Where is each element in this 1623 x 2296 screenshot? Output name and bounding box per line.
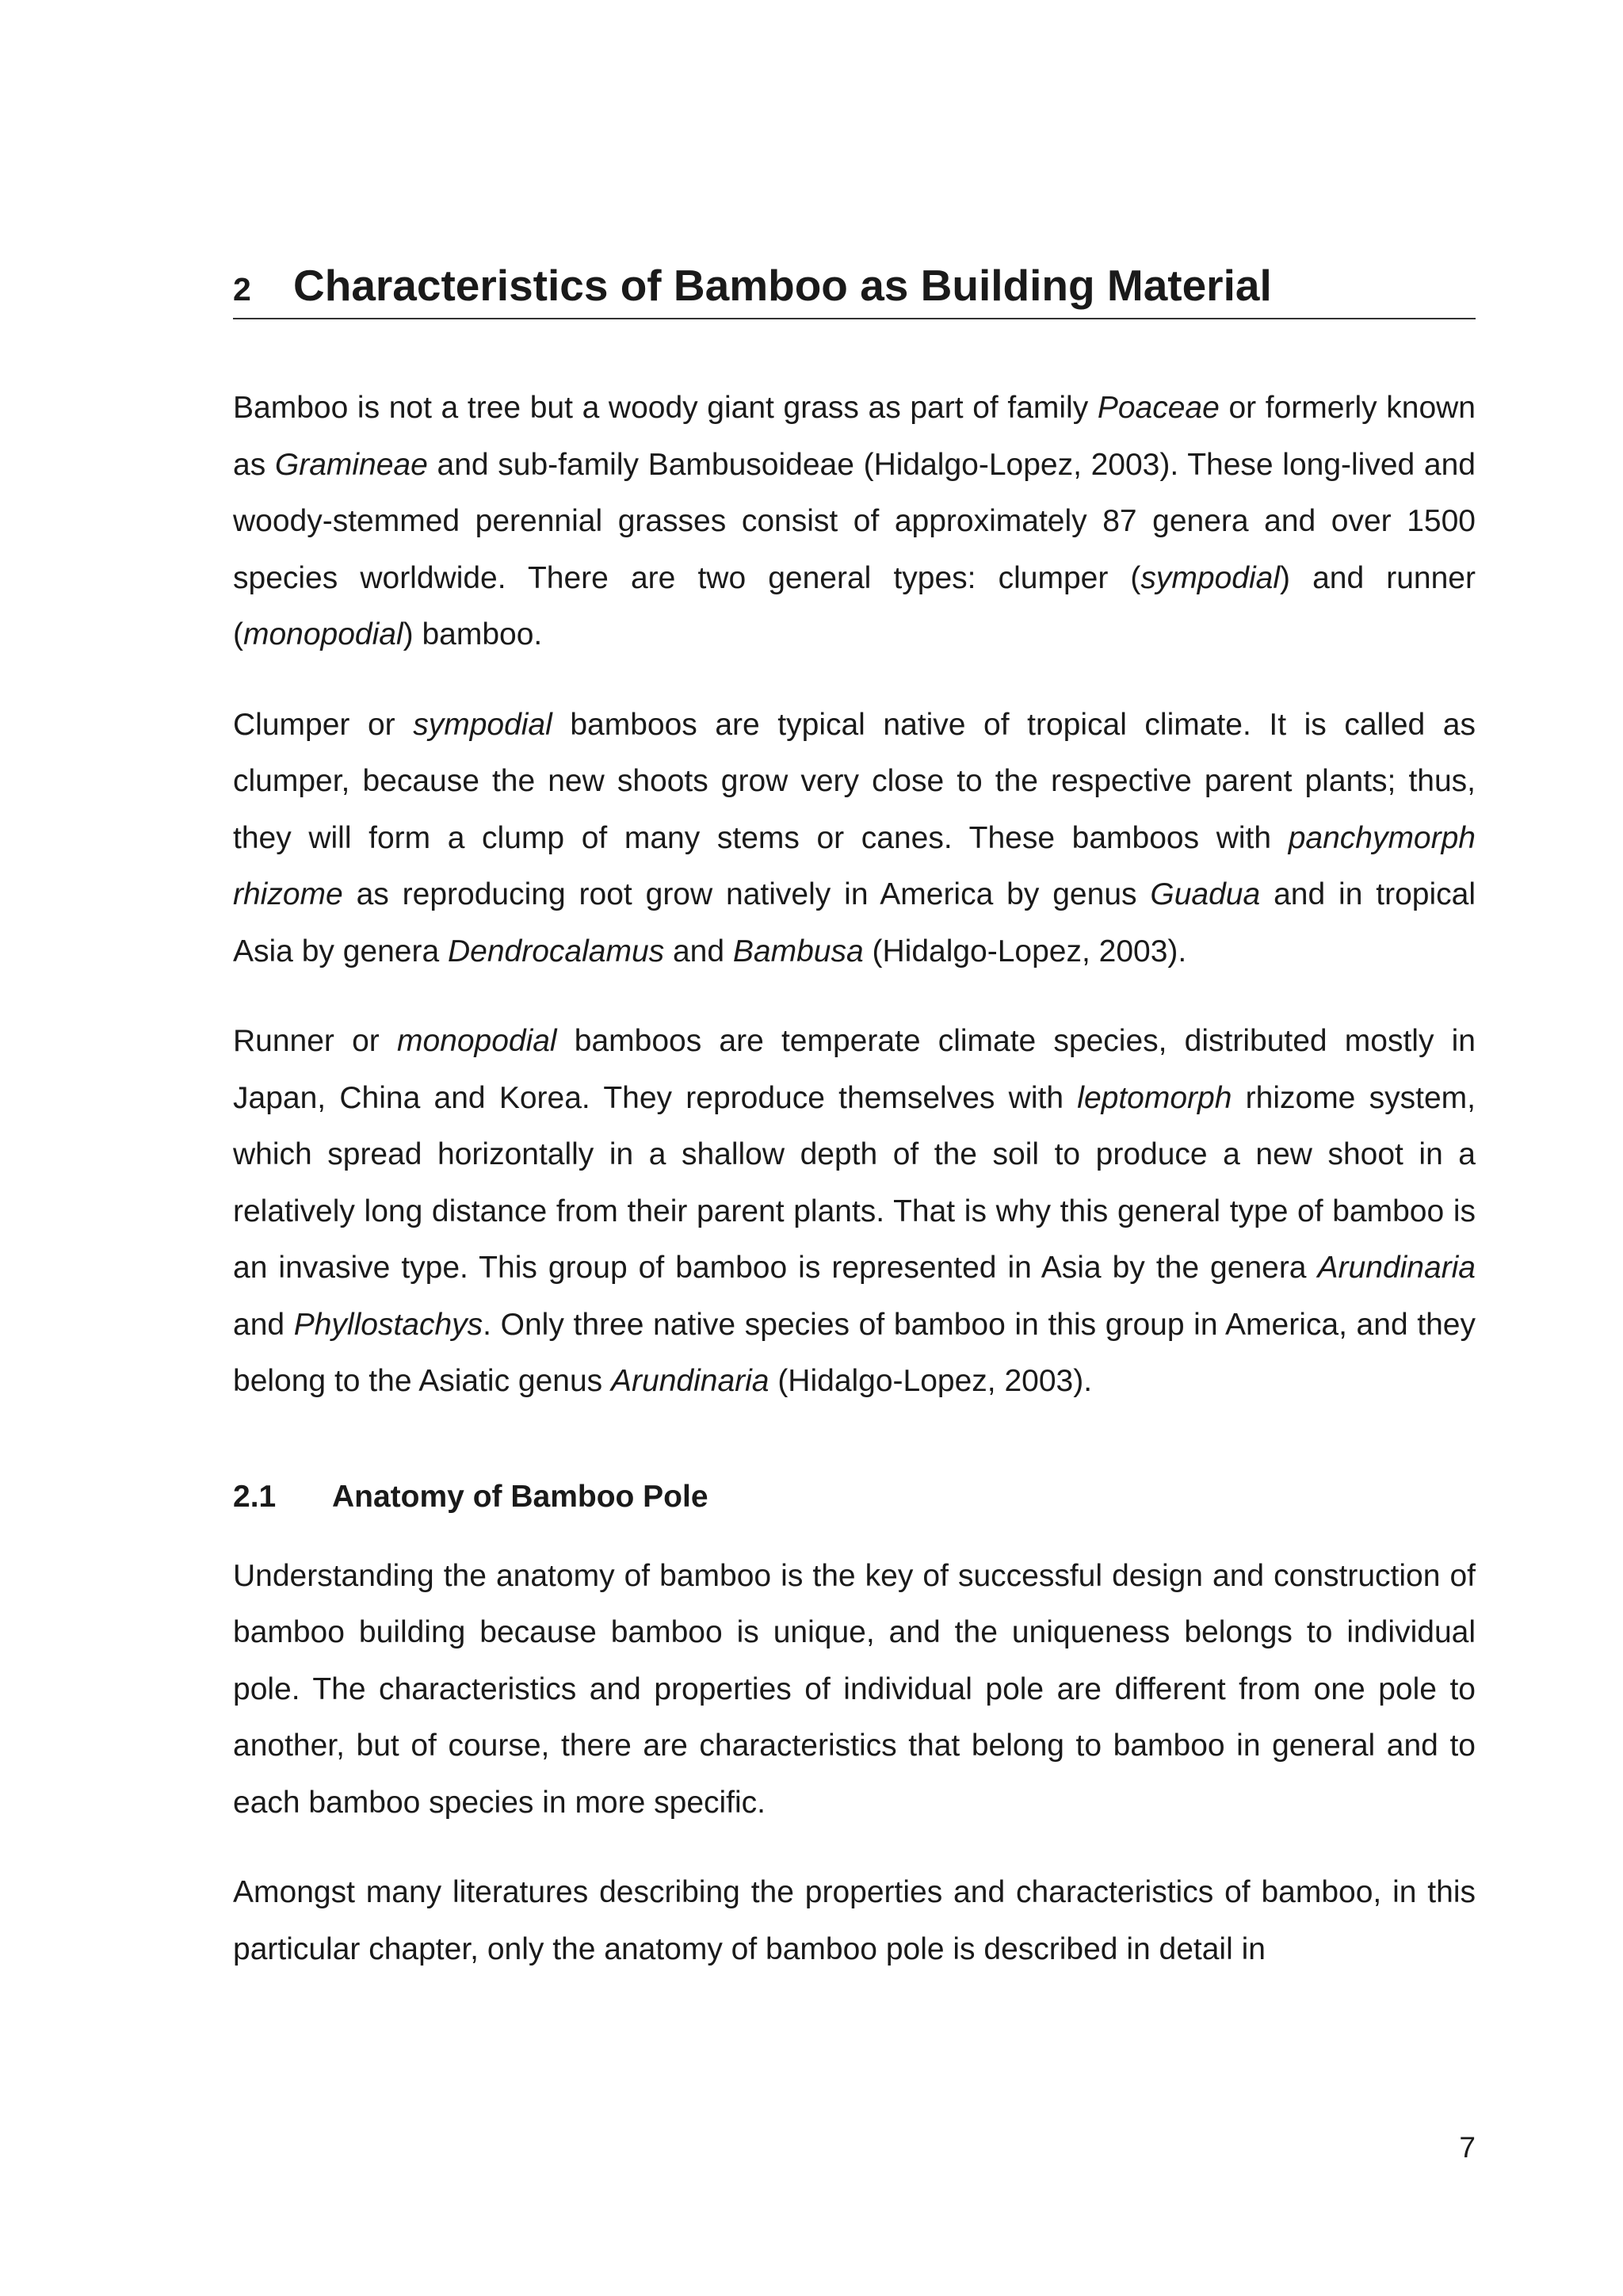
- text-run: and: [664, 934, 733, 968]
- text-run: or formerly known as: [233, 391, 1476, 482]
- text-run: and in tropical Asia by genera: [233, 877, 1476, 968]
- italic-term: sympodial: [413, 707, 552, 742]
- chapter-number: 2: [233, 271, 251, 308]
- italic-term: Arundinaria: [611, 1364, 769, 1398]
- section-number: 2.1: [233, 1479, 277, 1514]
- italic-term: Gramineae: [274, 447, 428, 482]
- text-run: Amongst many literatures describing the properties and characteristics of bamboo, in this particular chapter, only the anatomy of bamboo pole is described in detail in: [233, 1875, 1476, 1966]
- text-run: bamboos are temperate climate species, distributed mostly in Japan, China and Korea. They reproduce themselves with: [233, 1024, 1476, 1115]
- text-run: ) bamboo.: [403, 617, 543, 651]
- text-run: Runner or: [233, 1024, 397, 1058]
- italic-term: Guadua: [1150, 877, 1261, 911]
- text-run: Understanding the anatomy of bamboo is the key of successful design and construction of bamboo building because bamboo is unique, and the uniqueness belongs to individual pole. The characteristics and properties of individual pole are different from one pole to another, but of course, there are characteristics that belong to bamboo in general and to each bamboo species in more specific.: [233, 1558, 1476, 1820]
- text-run: Clumper or: [233, 707, 414, 742]
- italic-term: Phyllostachys: [293, 1307, 483, 1342]
- italic-term: panchymorph rhizome: [233, 820, 1476, 911]
- text-run: and sub-family Bambusoideae (Hidalgo-Lopez, 2003). These long-lived and woody-stemmed perennial grasses consist of approximately 87 genera and over 1500 species worldwide. There are two general types: clumper (: [233, 447, 1476, 595]
- text-run: . Only three native species of bamboo in this group in America, and they belong to the Asiatic genus: [233, 1307, 1476, 1398]
- italic-term: Arundinaria: [1317, 1251, 1476, 1285]
- section-title: Anatomy of Bamboo Pole: [332, 1479, 708, 1514]
- body-paragraph: [233, 1548, 1476, 1832]
- italic-term: leptomorph: [1077, 1080, 1232, 1115]
- section-heading: [233, 1473, 1476, 1521]
- body-paragraph: [233, 380, 1476, 663]
- italic-term: monopodial: [396, 1024, 557, 1058]
- text-run: Bamboo is not a tree but a woody giant grass as part of family: [233, 391, 1098, 425]
- text-run: as reproducing root grow natively in America by genus: [342, 877, 1151, 911]
- chapter-title: Characteristics of Bamboo as Building Material: [293, 261, 1272, 310]
- body-paragraph: [233, 1864, 1476, 1977]
- text-run: ) and runner (: [233, 560, 1476, 651]
- italic-term: Poaceae: [1097, 391, 1220, 425]
- section-paragraphs: [233, 1548, 1476, 1978]
- text-run: rhizome system, which spread horizontally in a shallow depth of the soil to produce a new shoot in a relatively long distance from their parent plants. That is why this general type of bamboo is an invasive type. This group of bamboo is represented in Asia by the genera: [233, 1080, 1476, 1285]
- body-paragraph: [233, 1013, 1476, 1410]
- body-paragraph: [233, 697, 1476, 980]
- text-run: (Hidalgo-Lopez, 2003).: [769, 1364, 1093, 1398]
- italic-term: Dendrocalamus: [448, 934, 665, 968]
- text-run: and: [233, 1307, 294, 1342]
- text-run: bamboos are typical native of tropical climate. It is called as clumper, because the new shoots grow very close to the respective parent plants; thus, they will form a clump of many stems or canes. These bamboos with: [233, 707, 1476, 855]
- page-content: [233, 258, 1476, 1977]
- italic-term: monopodial: [243, 617, 403, 651]
- intro-paragraphs: [233, 380, 1476, 1410]
- italic-term: sympodial: [1140, 560, 1280, 595]
- italic-term: Bambusa: [732, 934, 864, 968]
- page-number: 7: [1459, 2131, 1476, 2164]
- chapter-heading: [233, 258, 1476, 319]
- text-run: (Hidalgo-Lopez, 2003).: [863, 934, 1187, 968]
